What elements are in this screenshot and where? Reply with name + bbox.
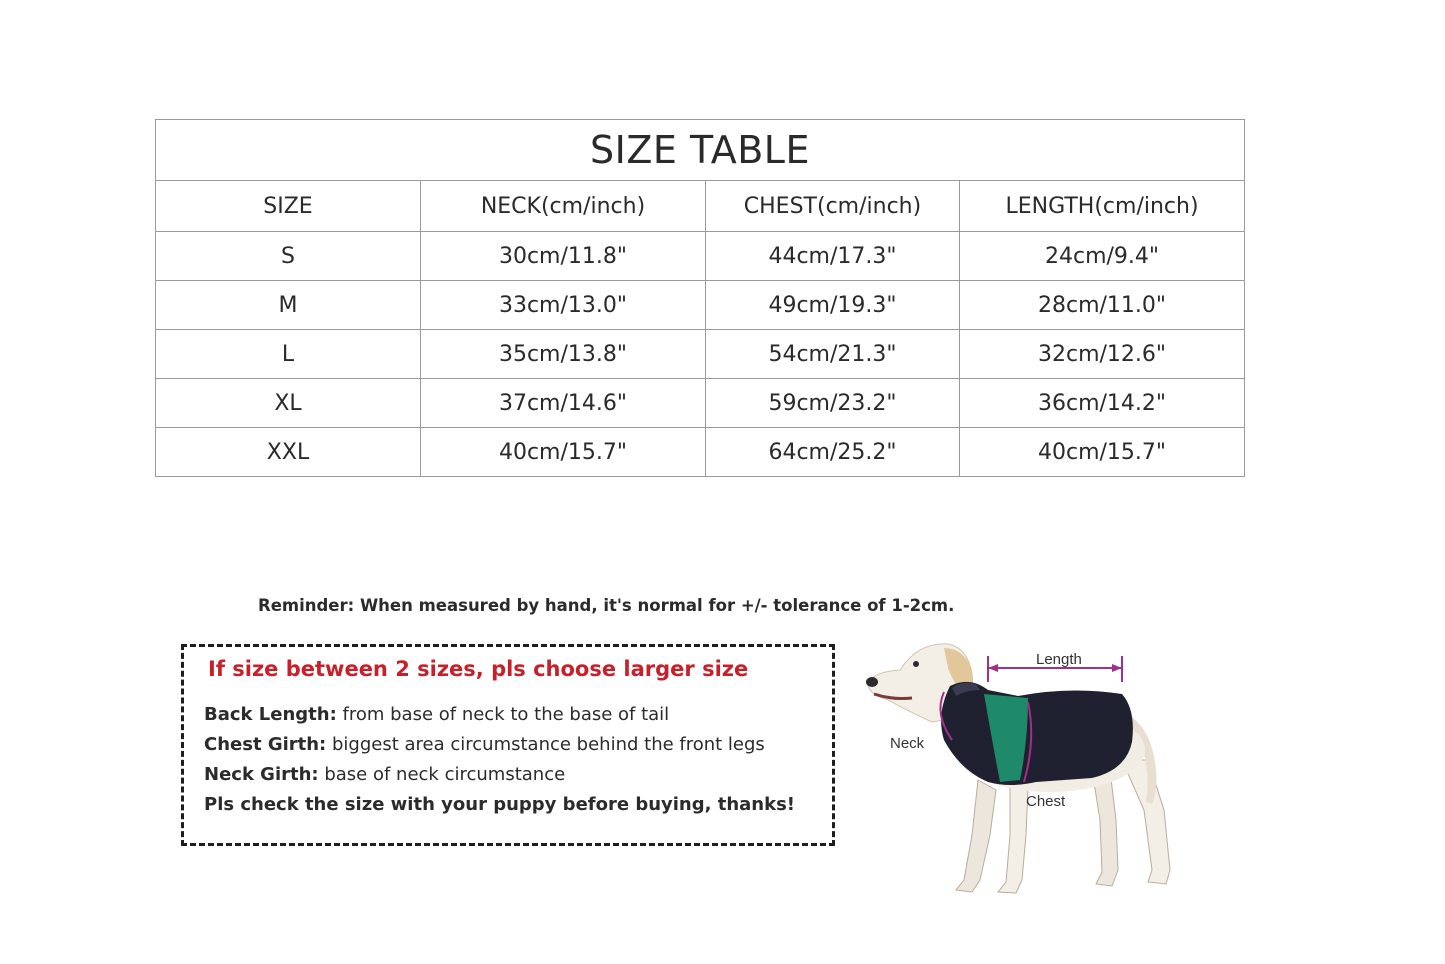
cell-length: 32cm/12.6" (960, 330, 1245, 379)
cell-chest: 54cm/21.3" (706, 330, 960, 379)
dog-illustration (860, 630, 1190, 910)
cell-size: S (156, 232, 421, 281)
table-title-row (156, 120, 1245, 181)
cell-length: 40cm/15.7" (960, 428, 1245, 477)
cell-neck: 37cm/14.6" (421, 379, 706, 428)
cell-neck: 30cm/11.8" (421, 232, 706, 281)
cell-chest: 49cm/19.3" (706, 281, 960, 330)
sizing-note-box (181, 644, 835, 846)
table-row (156, 232, 1245, 281)
table-row (156, 428, 1245, 477)
header-chest: CHEST(cm/inch) (706, 181, 960, 232)
back-length-term: Back Length: (204, 704, 337, 725)
cell-size: XXL (156, 428, 421, 477)
table-title: SIZE TABLE (156, 120, 1245, 181)
neck-girth-term: Neck Girth: (204, 764, 319, 785)
cell-chest: 44cm/17.3" (706, 232, 960, 281)
cell-size: M (156, 281, 421, 330)
closing-line: Pls check the size with your puppy before buying, thanks! (204, 794, 796, 815)
neck-label: Neck (890, 735, 925, 752)
chest-label: Chest (1026, 793, 1066, 810)
header-length: LENGTH(cm/inch) (960, 181, 1245, 232)
header-size: SIZE (156, 181, 421, 232)
cell-length: 24cm/9.4" (960, 232, 1245, 281)
length-label: Length (1036, 651, 1082, 668)
cell-neck: 40cm/15.7" (421, 428, 706, 477)
cell-size: L (156, 330, 421, 379)
table-header-row (156, 181, 1245, 232)
chest-girth-text: biggest area circumstance behind the front legs (326, 734, 765, 755)
back-length-text: from base of neck to the base of tail (336, 704, 670, 725)
measurement-reminder: Reminder: When measured by hand, it's normal for +/- tolerance of 1-2cm. (258, 596, 955, 615)
dog-measurement-figure (860, 630, 1190, 910)
back-length-line (204, 704, 669, 725)
header-neck: NECK(cm/inch) (421, 181, 706, 232)
neck-girth-text: base of neck circumstance (318, 764, 566, 785)
size-table (155, 119, 1245, 477)
cell-neck: 35cm/13.8" (421, 330, 706, 379)
table-row (156, 281, 1245, 330)
cell-chest: 64cm/25.2" (706, 428, 960, 477)
neck-girth-line (204, 764, 565, 785)
cell-neck: 33cm/13.0" (421, 281, 706, 330)
table-row (156, 379, 1245, 428)
cell-length: 28cm/11.0" (960, 281, 1245, 330)
cell-chest: 59cm/23.2" (706, 379, 960, 428)
table-row (156, 330, 1245, 379)
chest-girth-term: Chest Girth: (204, 734, 327, 755)
cell-length: 36cm/14.2" (960, 379, 1245, 428)
cell-size: XL (156, 379, 421, 428)
sizing-headline: If size between 2 sizes, pls choose larger size (208, 657, 749, 681)
chest-girth-line (204, 734, 765, 755)
